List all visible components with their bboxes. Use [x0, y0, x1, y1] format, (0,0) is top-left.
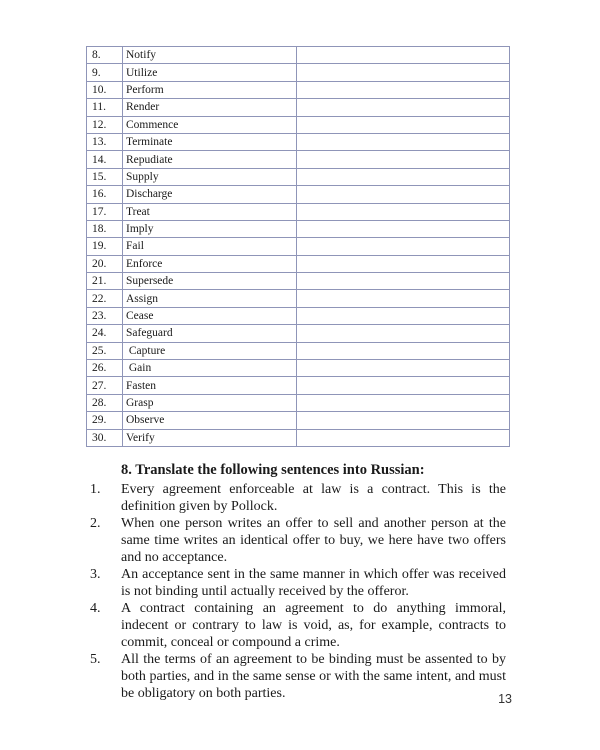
- vocabulary-word: Supply: [123, 168, 297, 185]
- table-row: [87, 290, 510, 307]
- vocabulary-word: Commence: [123, 116, 297, 133]
- vocabulary-word: Capture: [123, 342, 297, 359]
- table-row: [87, 307, 510, 324]
- vocabulary-word: Supersede: [123, 273, 297, 290]
- translation-cell: [297, 273, 510, 290]
- table-row: [87, 377, 510, 394]
- row-number: 29.: [87, 412, 123, 429]
- translation-cell: [297, 238, 510, 255]
- vocabulary-word: Terminate: [123, 133, 297, 150]
- row-number: 13.: [87, 133, 123, 150]
- row-number: 25.: [87, 342, 123, 359]
- sentence-number: 3.: [90, 567, 101, 582]
- translation-cell: [297, 429, 510, 446]
- table-row: [87, 238, 510, 255]
- translation-cell: [297, 47, 510, 64]
- table-row: [87, 99, 510, 116]
- sentence-text: When one person writes an offer to sell and another person at the same time writes an identical offer to buy, we here have two offers and no acceptance.: [121, 516, 506, 565]
- row-number: 14.: [87, 151, 123, 168]
- row-number: 21.: [87, 273, 123, 290]
- row-number: 28.: [87, 394, 123, 411]
- table-row: [87, 394, 510, 411]
- row-number: 10.: [87, 81, 123, 98]
- table-row: [87, 255, 510, 272]
- vocabulary-word: Gain: [123, 360, 297, 377]
- page-number: 13: [498, 692, 512, 706]
- row-number: 23.: [87, 307, 123, 324]
- translation-cell: [297, 255, 510, 272]
- sentence-text: All the terms of an agreement to be binding must be assented to by both parties, and in the same sense or with the same intent, and must be obligatory on both parties.: [121, 652, 506, 701]
- table-row: [87, 273, 510, 290]
- vocabulary-word: Fail: [123, 238, 297, 255]
- vocabulary-word: Fasten: [123, 377, 297, 394]
- row-number: 30.: [87, 429, 123, 446]
- vocabulary-table-body: [87, 47, 510, 447]
- translation-cell: [297, 203, 510, 220]
- row-number: 11.: [87, 99, 123, 116]
- vocabulary-table: [86, 46, 510, 447]
- table-row: [87, 360, 510, 377]
- list-item: [86, 651, 506, 702]
- sentence-list: [86, 481, 506, 702]
- table-row: [87, 186, 510, 203]
- sentence-number: 2.: [90, 516, 101, 531]
- translation-cell: [297, 116, 510, 133]
- row-number: 27.: [87, 377, 123, 394]
- list-item: [86, 481, 506, 515]
- vocabulary-word: Utilize: [123, 64, 297, 81]
- list-item: [86, 566, 506, 600]
- row-number: 18.: [87, 220, 123, 237]
- table-row: [87, 81, 510, 98]
- row-number: 22.: [87, 290, 123, 307]
- vocabulary-word: Repudiate: [123, 151, 297, 168]
- list-item: [86, 515, 506, 566]
- table-row: [87, 47, 510, 64]
- vocabulary-word: Cease: [123, 307, 297, 324]
- row-number: 12.: [87, 116, 123, 133]
- sentence-number: 4.: [90, 601, 101, 616]
- translation-cell: [297, 168, 510, 185]
- table-row: [87, 64, 510, 81]
- translation-cell: [297, 377, 510, 394]
- sentence-number: 1.: [90, 482, 101, 497]
- translation-cell: [297, 325, 510, 342]
- row-number: 24.: [87, 325, 123, 342]
- sentence-text: An acceptance sent in the same manner in which offer was received is not binding until actually received by the offeror.: [121, 567, 506, 599]
- list-item: [86, 600, 506, 651]
- sentence-number: 5.: [90, 652, 101, 667]
- translation-cell: [297, 151, 510, 168]
- row-number: 17.: [87, 203, 123, 220]
- vocabulary-word: Render: [123, 99, 297, 116]
- vocabulary-word: Grasp: [123, 394, 297, 411]
- translation-cell: [297, 133, 510, 150]
- table-row: [87, 116, 510, 133]
- row-number: 19.: [87, 238, 123, 255]
- table-row: [87, 151, 510, 168]
- translation-cell: [297, 360, 510, 377]
- vocabulary-word: Enforce: [123, 255, 297, 272]
- translation-cell: [297, 412, 510, 429]
- vocabulary-word: Discharge: [123, 186, 297, 203]
- exercise-heading: 8. Translate the following sentences into Russian:: [121, 462, 425, 478]
- translation-cell: [297, 81, 510, 98]
- translation-cell: [297, 307, 510, 324]
- table-row: [87, 342, 510, 359]
- translation-cell: [297, 342, 510, 359]
- table-row: [87, 325, 510, 342]
- table-row: [87, 133, 510, 150]
- sentence-text: Every agreement enforceable at law is a contract. This is the definition given by Pollock.: [121, 482, 506, 514]
- vocabulary-word: Treat: [123, 203, 297, 220]
- row-number: 26.: [87, 360, 123, 377]
- row-number: 8.: [87, 47, 123, 64]
- vocabulary-word: Verify: [123, 429, 297, 446]
- vocabulary-word: Imply: [123, 220, 297, 237]
- row-number: 15.: [87, 168, 123, 185]
- translation-cell: [297, 290, 510, 307]
- translation-cell: [297, 220, 510, 237]
- translation-cell: [297, 186, 510, 203]
- row-number: 9.: [87, 64, 123, 81]
- vocabulary-word: Notify: [123, 47, 297, 64]
- sentence-text: A contract containing an agreement to do anything immoral, indecent or contrary to law is void, as, for example, contracts to commit, conceal or compound a crime.: [121, 601, 506, 650]
- row-number: 16.: [87, 186, 123, 203]
- translation-cell: [297, 394, 510, 411]
- table-row: [87, 412, 510, 429]
- row-number: 20.: [87, 255, 123, 272]
- table-row: [87, 203, 510, 220]
- table-row: [87, 429, 510, 446]
- vocabulary-word: Safeguard: [123, 325, 297, 342]
- vocabulary-word: Perform: [123, 81, 297, 98]
- table-row: [87, 220, 510, 237]
- table-row: [87, 168, 510, 185]
- vocabulary-word: Assign: [123, 290, 297, 307]
- translation-cell: [297, 64, 510, 81]
- translation-cell: [297, 99, 510, 116]
- vocabulary-word: Observe: [123, 412, 297, 429]
